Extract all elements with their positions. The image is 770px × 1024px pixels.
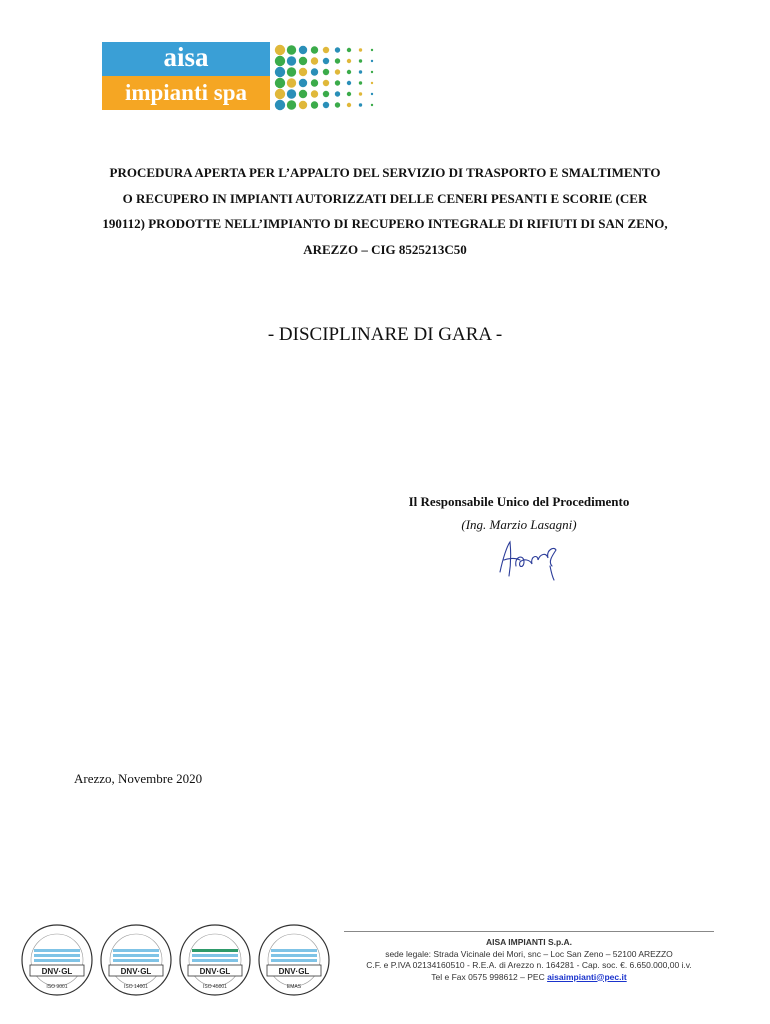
logo-dot — [347, 48, 351, 52]
logo-dot — [371, 82, 373, 84]
logo-dot — [359, 103, 362, 106]
company-logo — [102, 42, 384, 112]
procedure-title — [62, 160, 708, 262]
logo-dot — [287, 78, 296, 87]
logo-dot — [299, 46, 307, 54]
title-line-4: AREZZO – CIG 8525213C50 — [303, 241, 467, 257]
logo-dot — [371, 93, 373, 95]
cert-standard: EMAS — [286, 984, 302, 990]
cert-standard: ISO 45001 — [203, 984, 227, 990]
cert-standard: ISO 14001 — [124, 984, 148, 990]
logo-dot — [371, 104, 373, 106]
logo-dot — [311, 101, 318, 108]
logo-dot — [335, 91, 340, 96]
logo-dot — [359, 59, 362, 62]
logo-dot — [371, 71, 373, 73]
cert-label: DNV·GL — [199, 967, 231, 976]
logo-dot — [359, 92, 362, 95]
logo-dot — [335, 102, 340, 107]
logo-dot — [371, 60, 373, 62]
signer-name: (Ing. Marzio Lasagni) — [461, 517, 577, 532]
cert-badge-emas-icon — [257, 923, 331, 997]
pec-email-link[interactable]: aisaimpianti@pec.it — [547, 971, 627, 982]
logo-dot — [359, 48, 362, 51]
logo-dot — [299, 57, 307, 65]
logo-dot — [323, 91, 329, 97]
logo-dot — [371, 49, 373, 51]
title-line-2: O RECUPERO IN IMPIANTI AUTORIZZATI DELLE CENERI PESANTI E SCORIE (CER — [122, 190, 648, 206]
logo-dot — [347, 70, 351, 74]
logo-dot — [311, 90, 318, 97]
logo-dot — [275, 89, 285, 99]
logo-dot — [323, 69, 329, 75]
logo-dot — [287, 100, 296, 109]
document-type-heading: - DISCIPLINARE DI GARA - — [267, 324, 503, 345]
signer-role: Il Responsabile Unico del Procedimento — [408, 494, 630, 509]
signature-block — [384, 494, 654, 533]
logo-dot — [323, 47, 329, 53]
logo-dot — [287, 56, 296, 65]
logo-dot — [275, 45, 285, 55]
logo-dot — [275, 56, 285, 66]
logo-dot — [335, 47, 340, 52]
company-contact — [344, 972, 714, 984]
logo-dot — [299, 68, 307, 76]
logo-dot — [323, 102, 329, 108]
title-line-1: PROCEDURA APERTA PER L’APPALTO DEL SERVIZIO DI TRASPORTO E SMALTIMENTO — [109, 165, 661, 180]
company-address: sede legale: Strada Vicinale dei Mori, snc – Loc San Zeno – 52100 AREZZO — [385, 948, 673, 959]
logo-dot — [299, 79, 307, 87]
logo-dot — [287, 89, 296, 98]
logo-dot — [347, 92, 351, 96]
cert-label: DNV·GL — [120, 967, 152, 976]
logo-dot — [335, 58, 340, 63]
logo-dot — [311, 68, 318, 75]
logo-dot — [347, 81, 351, 85]
contact-text: Tel e Fax 0575 998612 – PEC — [431, 971, 548, 982]
company-registry: C.F. e P.IVA 02134160510 - R.E.A. di Arezzo n. 164281 - Cap. soc. €. 6.650.000,00 i.v. — [366, 960, 692, 970]
handwritten-signature — [494, 536, 564, 582]
cert-badge-iso9001-icon — [20, 923, 94, 997]
logo-dot — [287, 45, 296, 54]
logo-dot — [299, 90, 307, 98]
logo-dot — [275, 100, 285, 110]
logo-dot-pattern-icon — [274, 44, 384, 112]
logo-dot — [299, 101, 307, 109]
cert-badge-iso45001-icon — [178, 923, 252, 997]
footer-divider — [344, 931, 714, 932]
logo-dot — [323, 80, 329, 86]
logo-dot — [359, 70, 362, 73]
logo-dot — [347, 59, 351, 63]
logo-dot — [311, 57, 318, 64]
logo-dot — [335, 69, 340, 74]
logo-text-aisa: aisa — [102, 42, 270, 76]
logo-dot — [359, 81, 362, 84]
cert-badge-iso14001-icon — [99, 923, 173, 997]
cert-label: DNV·GL — [41, 967, 73, 976]
logo-dot — [311, 46, 318, 53]
company-info-footer — [344, 937, 714, 983]
logo-text-impianti-spa: impianti spa — [102, 76, 270, 110]
logo-dot — [311, 79, 318, 86]
logo-dot — [275, 67, 285, 77]
cert-label: DNV·GL — [278, 967, 310, 976]
title-line-3: 190112) PRODOTTE NELL’IMPIANTO DI RECUPERO INTEGRALE DI RIFIUTI DI SAN ZENO, — [102, 216, 668, 231]
place-and-date: Arezzo, Novembre 2020 — [74, 771, 203, 786]
logo-dot — [287, 67, 296, 76]
cert-standard: ISO 9001 — [46, 984, 68, 990]
company-name: AISA IMPIANTI S.p.A. — [485, 937, 573, 947]
logo-dot — [275, 78, 285, 88]
logo-dot — [323, 58, 329, 64]
logo-dot — [335, 80, 340, 85]
logo-dot — [347, 103, 351, 107]
